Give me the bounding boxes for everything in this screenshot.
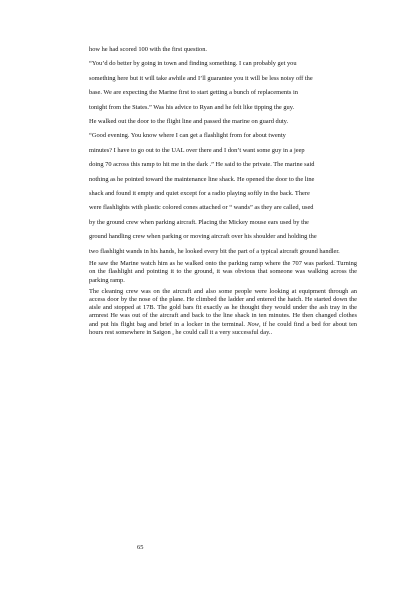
body-text [89, 43, 357, 337]
text-line: nothing as he pointed toward the maintenance line shack. He opened the door to the line [89, 175, 315, 183]
text-line: “You’d do better by going in town and finding something. I can probably get you [89, 60, 297, 68]
text-line: how he had scored 100 with the first question. [89, 46, 208, 53]
text-line: base. We are expecting the Marine first to start getting a bunch of replacements in [89, 89, 298, 97]
page-number: 65 [137, 544, 144, 551]
italic-word: Now [247, 320, 259, 328]
text-line: “Good evening. You know where I can get a flashlight from for about twenty [89, 132, 286, 140]
text-line: two flashlight wands in his hands, he looked every bit the part of a typical aircraft ground handler. [89, 247, 340, 255]
paragraph-text: The cleaning crew was on the aircraft and also some people were looking at equipment through an access door by the nose of the plane. He climbed the ladder and entered the hatch. He started down the aisle and stopped at 17B. The gold bars fit exactly as he thought they would under the ash tray in the armrest He was out of the aircraft and back to the line shack in ten minutes. He then changed clothes and put his flight bag and brief in a locker in the terminal. [89, 287, 357, 328]
text-line: were flashlights with plastic colored cones attached or “ wands” as they are called, used [89, 204, 314, 212]
paragraph-marine-watch: He saw the Marine watch him as he walked onto the parking ramp where the 707 was parked. Turning on the flashlight and pointing it to the ground, it was obvious that someone was walking across the parking ramp. [89, 260, 357, 284]
text-line: by the ground crew when parking aircraft. Placing the Mickey mouse ears used by the [89, 218, 309, 226]
text-line: doing 70 across this ramp to hit me in the dark .” He said to the private. The marine said [89, 161, 315, 169]
text-line: ground handling crew when parking or moving aircraft over his shoulder and holding the [89, 233, 317, 241]
text-line: something here but it will take awhile and I’ll guarantee you it will be less noisy off the [89, 74, 313, 82]
text-line: tonight from the States.” Was his advice to Ryan and he felt like tipping the guy. [89, 103, 295, 111]
paragraph-cleaning-crew [89, 288, 357, 337]
text-line: shack and found it empty and quiet except for a radio playing softly in the back. There [89, 190, 310, 198]
text-line: minutes? I have to go out to the UAL over there and I don’t want some guy in a jeep [89, 146, 305, 154]
text-line: He walked out the door to the flight line and passed the marine on guard duty. [89, 118, 289, 126]
paragraph-text-tail: , if he could find a bed for about ten hours rest somewhere in Saigon , he could call it a very successful day.. [89, 320, 357, 336]
